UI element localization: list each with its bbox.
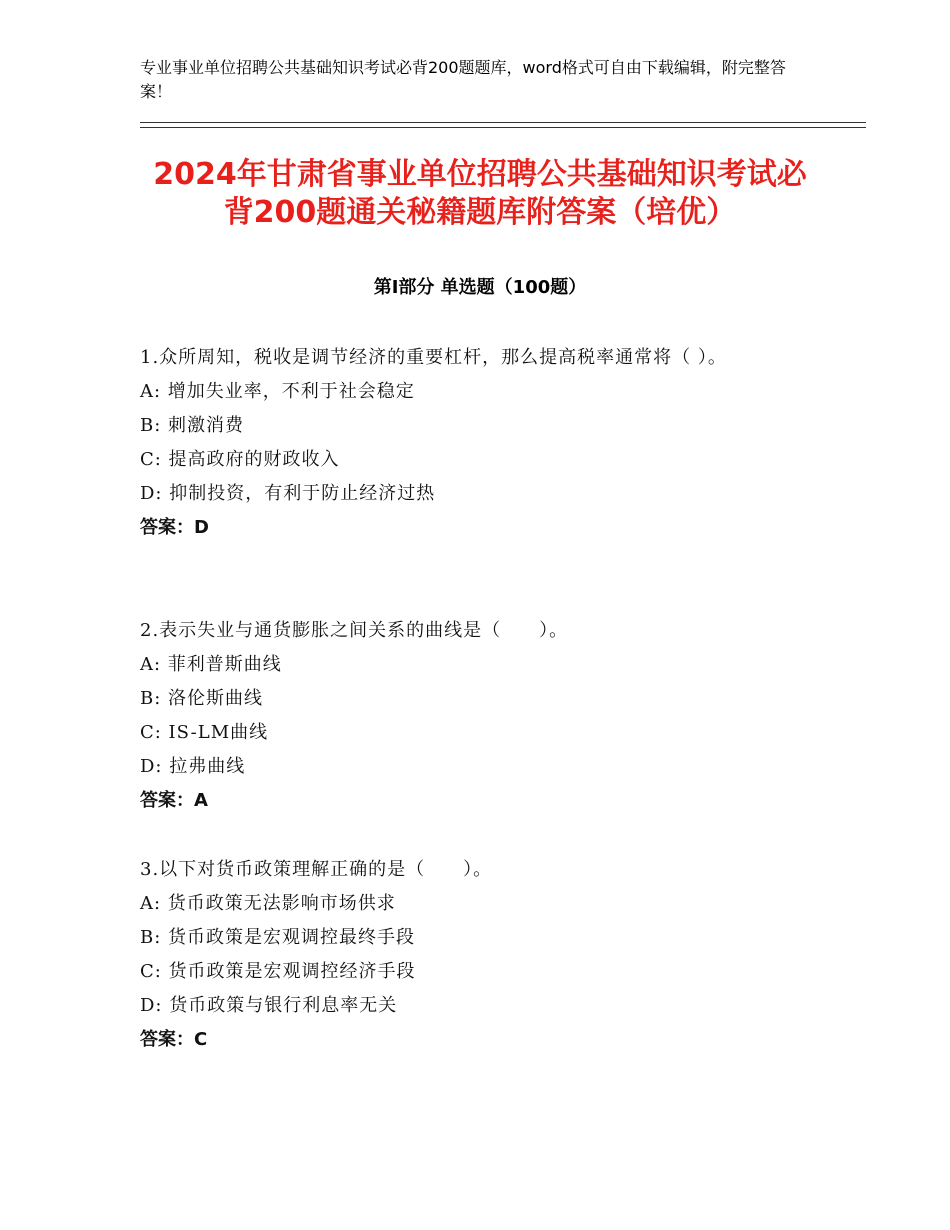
option-c: C: 提高政府的财政收入 [140, 449, 340, 470]
option-c: C: 货币政策是宏观调控经济手段 [140, 961, 416, 982]
option-a: A: 货币政策无法影响市场供求 [140, 893, 396, 914]
answer: 答案：D [140, 517, 209, 538]
option-b: B: 洛伦斯曲线 [140, 688, 264, 709]
option-b: B: 货币政策是宏观调控最终手段 [140, 927, 416, 948]
document-title: 2024年甘肃省事业单位招聘公共基础知识考试必背200题通关秘籍题库附答案（培优） [153, 157, 807, 230]
option-d: D: 货币政策与银行利息率无关 [140, 995, 398, 1016]
question-1 [140, 341, 800, 545]
question-3 [140, 853, 800, 1057]
question-stem: 2.表示失业与通货膨胀之间关系的曲线是（ ）。 [140, 620, 569, 641]
header-rule-top [140, 122, 866, 123]
header-note: 专业事业单位招聘公共基础知识考试必背200题题库，word格式可自由下载编辑，附完整答案！ [140, 58, 786, 101]
answer: 答案：C [140, 1029, 208, 1050]
question-stem: 3.以下对货币政策理解正确的是（ ）。 [140, 859, 493, 880]
answer: 答案：A [140, 790, 208, 811]
option-a: A: 增加失业率，不利于社会稳定 [140, 381, 415, 402]
section-title: 第Ⅰ部分 单选题（100题） [373, 277, 587, 298]
option-a: A: 菲利普斯曲线 [140, 654, 282, 675]
question-stem: 1.众所周知，税收是调节经济的重要杠杆，那么提高税率通常将（ ）。 [140, 347, 727, 368]
option-d: D: 抑制投资，有利于防止经济过热 [140, 483, 436, 504]
option-c: C: IS-LM曲线 [140, 722, 269, 743]
question-2 [140, 614, 800, 818]
option-b: B: 刺激消费 [140, 415, 245, 436]
header-rule-bottom [140, 127, 866, 128]
option-d: D: 拉弗曲线 [140, 756, 246, 777]
